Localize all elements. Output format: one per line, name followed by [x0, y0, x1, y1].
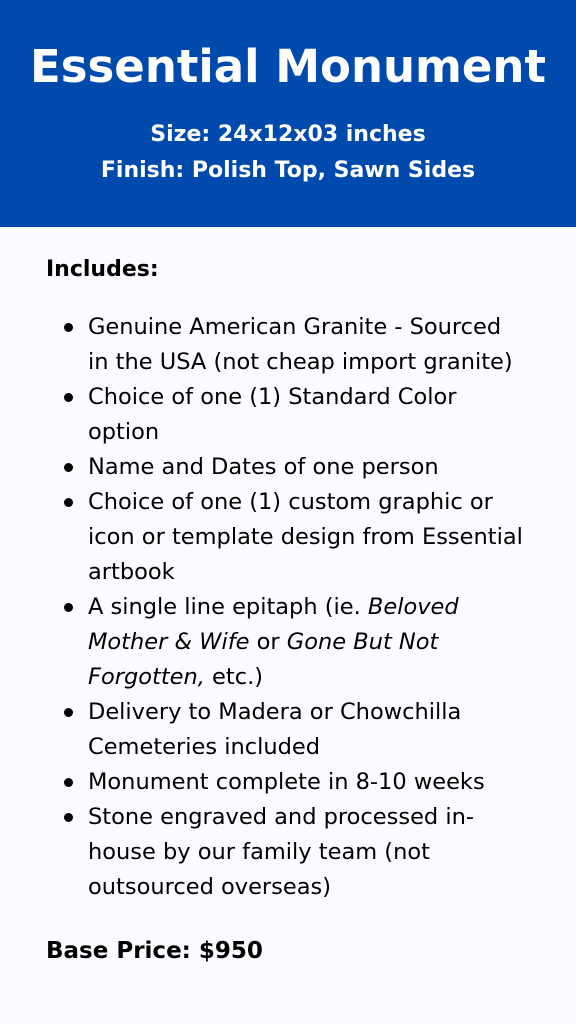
page-title: Essential Monument	[30, 40, 546, 93]
bullet-icon	[64, 778, 73, 787]
base-price: Base Price: $950	[46, 938, 263, 964]
bullet-icon	[64, 323, 73, 332]
epitaph-suffix: etc.)	[204, 664, 264, 690]
list-item-text: Genuine American Granite - Sourced in the USA (not cheap import granite)	[88, 314, 513, 375]
list-item	[0, 485, 528, 590]
list-item-text: Choice of one (1) Standard Color option	[88, 384, 457, 445]
list-item	[0, 380, 528, 450]
bullet-icon	[64, 463, 73, 472]
includes-list	[0, 310, 576, 905]
list-item-text: Stone engraved and processed in-house by our family team (not outsourced overseas)	[88, 804, 474, 900]
epitaph-example-1: Beloved Mother & Wife	[88, 594, 459, 655]
bullet-icon	[64, 393, 73, 402]
list-item-text: Choice of one (1) custom graphic or icon or template design from Essential artbook	[88, 489, 523, 585]
list-item	[0, 310, 528, 380]
list-item	[0, 450, 528, 485]
includes-heading: Includes:	[46, 257, 159, 282]
list-item-text: Name and Dates of one person	[88, 454, 439, 480]
list-item	[0, 695, 528, 765]
epitaph-example-2: Gone But Not Forgotten,	[88, 629, 439, 690]
list-item-text: Monument complete in 8-10 weeks	[88, 769, 485, 795]
header-banner	[0, 0, 576, 227]
finish-spec: Finish: Polish Top, Sawn Sides	[100, 158, 476, 183]
list-item	[0, 590, 528, 695]
bullet-icon	[64, 498, 73, 507]
bullet-icon	[64, 603, 73, 612]
list-item-text: Delivery to Madera or Chowchilla Cemeteries included	[88, 699, 462, 760]
epitaph-prefix: A single line epitaph (ie.	[88, 594, 368, 620]
epitaph-middle: or	[249, 629, 287, 655]
bullet-icon	[64, 708, 73, 717]
list-item	[0, 765, 528, 800]
size-spec: Size: 24x12x03 inches	[150, 122, 426, 147]
bullet-icon	[64, 813, 73, 822]
list-item	[0, 800, 528, 905]
